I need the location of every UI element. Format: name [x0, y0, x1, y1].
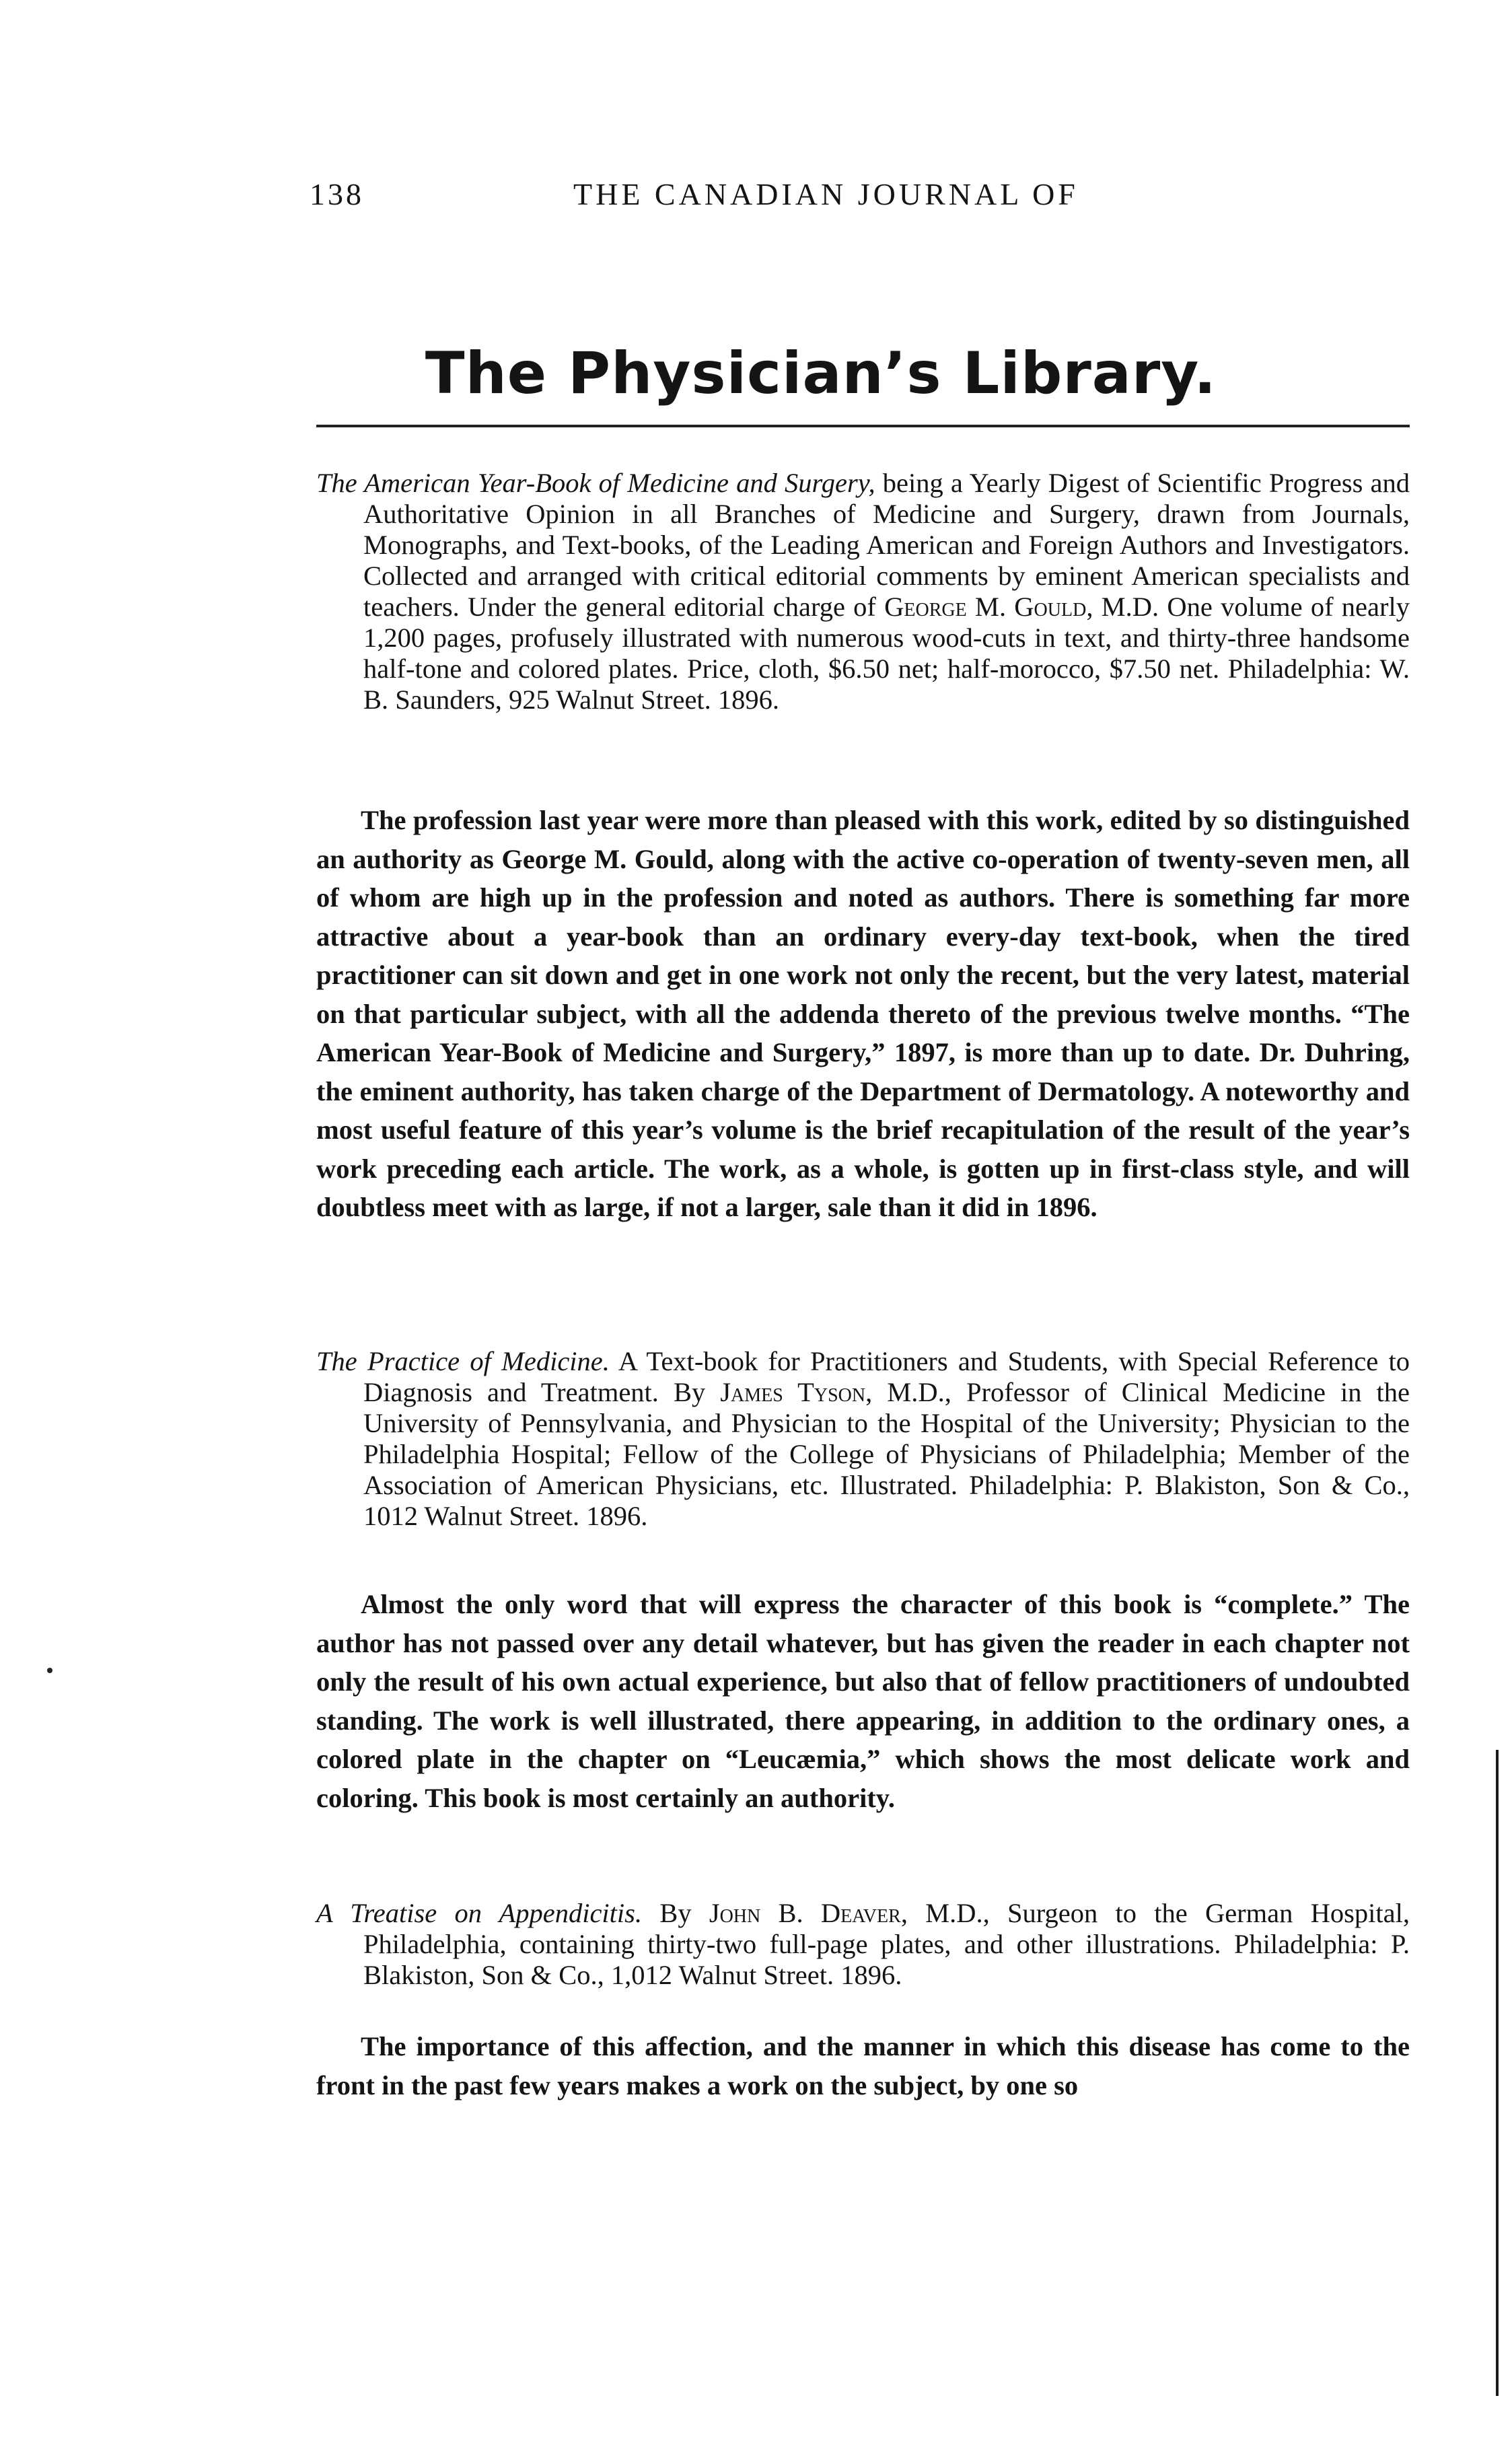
review-yearbook: The profession last year were more than pleased with this work, edited by so distinguished an authority as George M. Gould, along with the active co-operation of twenty-seven men, all of whom are high up in the profession and noted as authors. There is something far more attractive about a year-book than an ordinary every-day text-book, when the tired practitioner can sit down and get in one work not only the recent, but the very latest, material on that particular subject, with all the addenda thereto of the previous twelve months. “The American Year-Book of Medicine and Surgery,” 1897, is more than up to date. Dr. Duhring, the eminent authority, has taken charge of the Department of Dermatology. A noteworthy and most useful feature of this year’s volume is the brief recapitulation of the result of the year’s work preceding each article. The work, as a whole, is gotten up in first-class style, and will doubtless meet with as large, if not a larger, sale than it did in 1896.: [316, 805, 1410, 1222]
title-rule: [316, 425, 1410, 427]
book-title: The American Year-Book of Medicine and Surgery,: [316, 468, 875, 498]
citation-text: By: [642, 1898, 709, 1928]
section-title: The Physician’s Library.: [425, 340, 1217, 407]
citation-text: , M.D. One volume of nearly 1,200 pages, profusely illustrated with numerous wood-cuts in text, and thirty-three handsome half-tone and colored plates. Price, cloth, $6.50 net; half-morocco, $7.50 net. Philadelphia: W. B. Saunders, 925 Walnut Street. 1896.: [363, 592, 1410, 715]
citation-text: being a Yearly Digest of Scientific Progress and Authoritative Opinion in all Branches of Medicine and Surgery, drawn from Journals, Monographs, and Text-books, of the Leading American and Foreign Authors and Investigators. Collected and arranged with critical editorial comments by eminent American specialists and teachers. Under the general editorial charge of: [363, 468, 1410, 622]
review-practice-of-medicine: Almost the only word that will express the character of this book is “complete.” The author has not passed over any detail whatever, but has given the reader in each chapter not only the result of his own actual experience, but also that of fellow practitioners of undoubted standing. The work is well illustrated, there appearing, in addition to the ordinary ones, a colored plate in the chapter on “Leucæmia,” which shows the most delicate work and coloring. This book is most certainly an authority.: [316, 1589, 1410, 1813]
editor-name: George M. Gould: [884, 592, 1087, 622]
author-name: James Tyson: [720, 1377, 866, 1407]
review-appendicitis: The importance of this affection, and the manner in which this disease has come to the front in the past few years makes a work on the subject, by one so: [316, 2031, 1410, 2100]
author-name: John B. Deaver: [709, 1898, 901, 1928]
book-citation-yearbook: [316, 468, 1410, 715]
ink-speck: [47, 1668, 52, 1673]
book-citation-practice-of-medicine: [316, 1346, 1410, 1532]
book-title: A Treatise on Appendicitis.: [316, 1898, 643, 1928]
citation-text: , M.D., Professor of Clinical Medicine in the University of Pennsylvania, and Physician to the Hospital of the University; Physician to the Philadelphia Hospital; Fellow of the College of Physicians of Philadelphia; Member of the Association of American Physicians, etc. Illustrated. Philadelphia: P. Blakiston, Son & Co., 1012 Walnut Street. 1896.: [363, 1377, 1410, 1531]
book-title: The Practice of Medicine.: [316, 1346, 610, 1376]
book-citation-appendicitis: [316, 1898, 1410, 1991]
citation-text: , M.D., Surgeon to the German Hospital, Philadelphia, containing thirty-two full-page plates, and other illustrations. Philadelphia: P. Blakiston, Son & Co., 1,012 Walnut Street. 1896.: [363, 1898, 1410, 1990]
page-number: 138: [310, 177, 364, 211]
running-head: [310, 176, 1332, 217]
page-edge-shadow: [1496, 1750, 1499, 2396]
citation-text: A Text-book for Practitioners and Students, with Special Reference to Diagnosis and Treatment. By: [363, 1346, 1410, 1407]
journal-title: THE CANADIAN JOURNAL OF: [573, 177, 1079, 211]
